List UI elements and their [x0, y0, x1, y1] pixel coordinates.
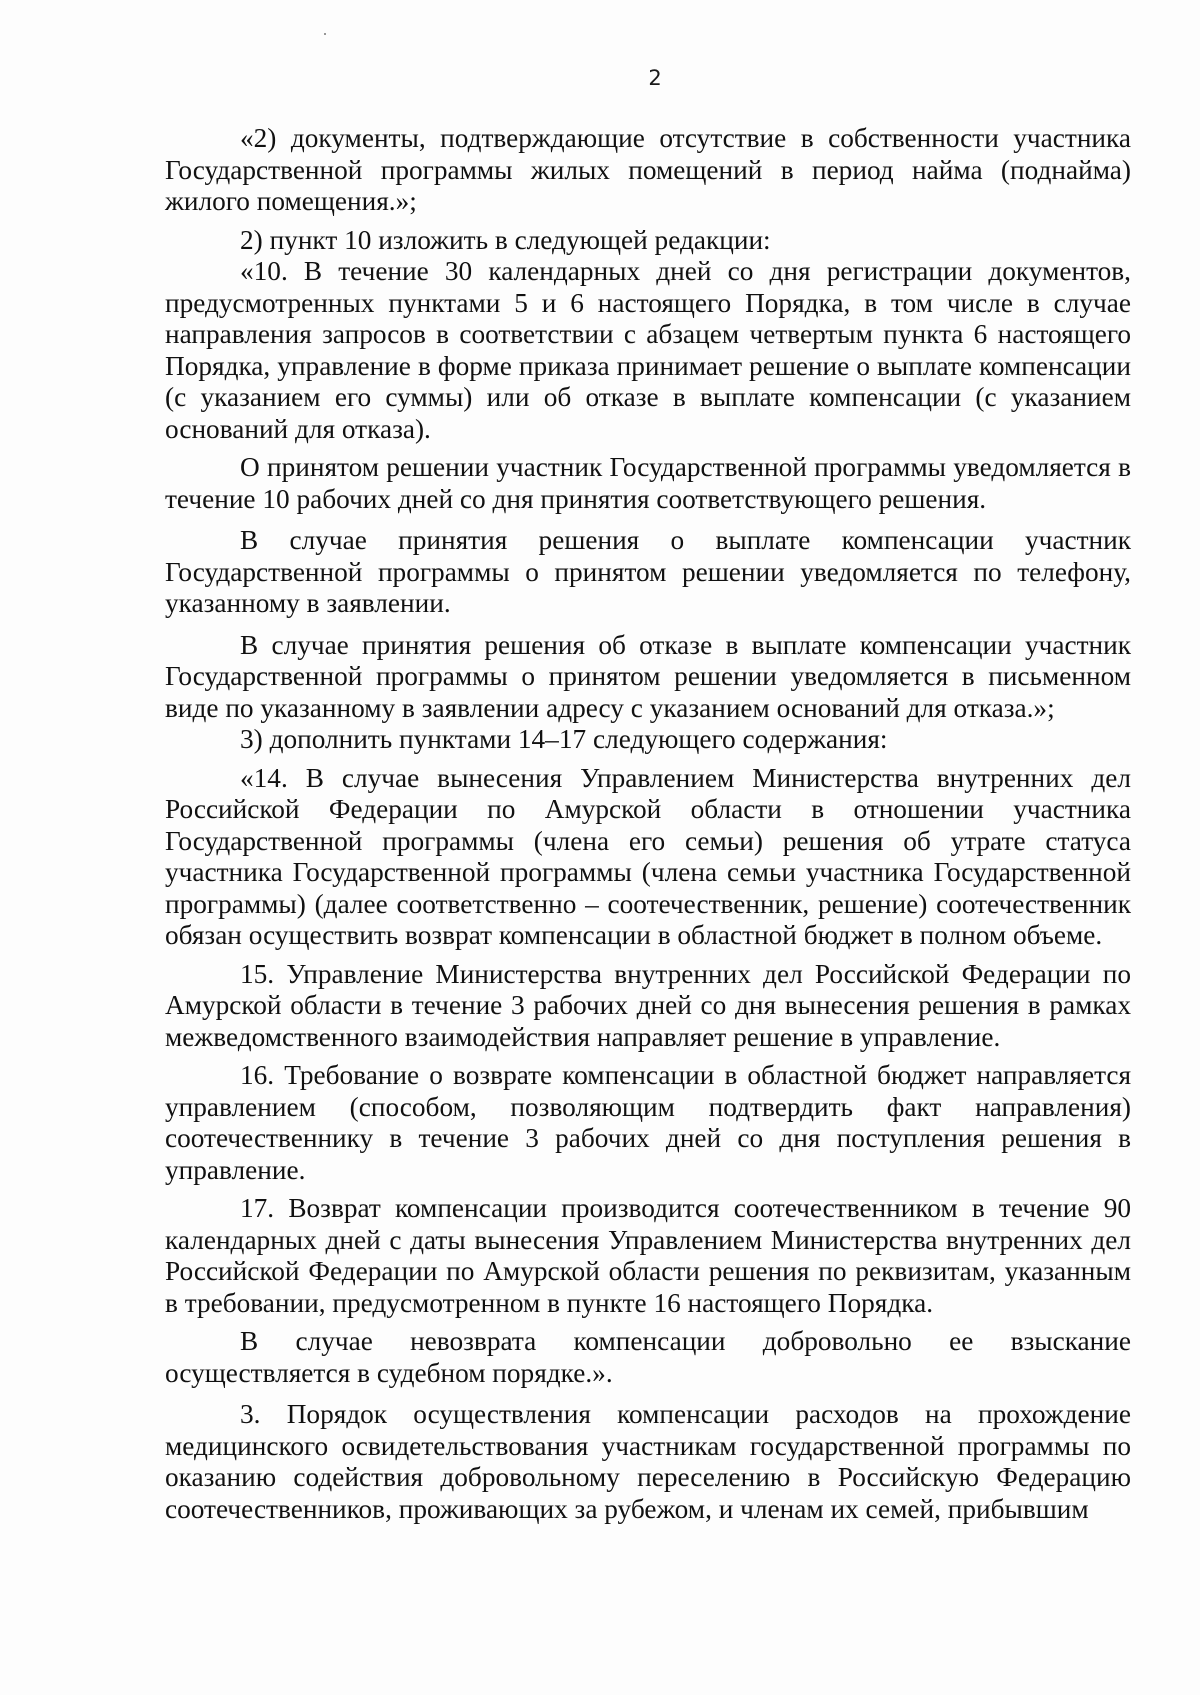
paragraph-court-recovery: В случае невозврата компенсации добровольно ее взыскание осуществляется в судебном порядке.». [165, 1326, 1131, 1388]
paragraph-notification: О принятом решении участник Государственной программы уведомляется в течение 10 рабочих дней со дня принятия соответствующего решения. [165, 452, 1131, 514]
paragraph-point-16: 16. Требование о возврате компенсации в областной бюджет направляется управлением (способом, позволяющим подтвердить факт направления) соотечественнику в течение 3 рабочих дней со дня поступления решения в управление. [165, 1060, 1131, 1185]
paragraph-point-14: «14. В случае вынесения Управлением Министерства внутренних дел Российской Федерации по Амурской области в отношении участника Государственной программы (члена его семьи) решения об утрате статуса участника Государственной программы (члена семьи участника Государственной программы) (далее соответственно – соотечественник, решение) соотечественник обязан осуществить возврат компенсации в областной бюджет в полном объеме. [165, 762, 1131, 950]
paragraph-amend-point-10: 2) пункт 10 изложить в следующей редакции: [240, 224, 771, 255]
paragraph-item-2-documents: «2) документы, подтверждающие отсутствие в собственности участника Государственной программы жилых помещений в период найма (поднайма) жилого помещения.»; [165, 123, 1131, 216]
paragraph-refusal-decision: В случае принятия решения об отказе в выплате компенсации участник Государственной программы о принятом решении уведомляется в письменном виде по указанному в заявлении адресу с указанием оснований для отказа.»; [165, 629, 1131, 723]
page-number: 2 [648, 66, 662, 90]
paragraph-payment-decision: В случае принятия решения о выплате компенсации участник Государственной программы о принятом решении уведомляется по телефону, указанному в заявлении. [165, 525, 1131, 618]
paragraph-point-10: «10. В течение 30 календарных дней со дня регистрации документов, предусмотренных пунктами 5 и 6 настоящего Порядка, в том числе в случае направления запросов в соответствии с абзацем четвертым пункта 6 настоящего Порядка, управление в форме приказа принимает решение о выплате компенсации (с указанием его суммы) или об отказе в выплате компенсации (с указанием оснований для отказа). [165, 256, 1131, 444]
paragraph-point-15: 15. Управление Министерства внутренних дел Российской Федерации по Амурской области в течение 3 рабочих дней со дня вынесения решения в рамках межведомственного взаимодействия направляет решение в управление. [165, 958, 1131, 1052]
document-body [165, 123, 1131, 1525]
paragraph-add-points: 3) дополнить пунктами 14–17 следующего содержания: [240, 724, 888, 754]
paragraph-point-17: 17. Возврат компенсации производится соотечественником в течение 90 календарных дней с даты вынесения Управлением Министерства внутренних дел Российской Федерации по Амурской области решения по реквизитам, указанным в требовании, предусмотренном в пункте 16 настоящего Порядка. [165, 1193, 1131, 1318]
paragraph-section-3: 3. Порядок осуществления компенсации расходов на прохождение медицинского освидетельствования участникам государственной программы по оказанию содействия добровольному переселению в Российскую Федерацию соотечественников, проживающих за рубежом, и членам их семей, прибывшим [165, 1399, 1131, 1524]
scan-speck [324, 33, 326, 35]
